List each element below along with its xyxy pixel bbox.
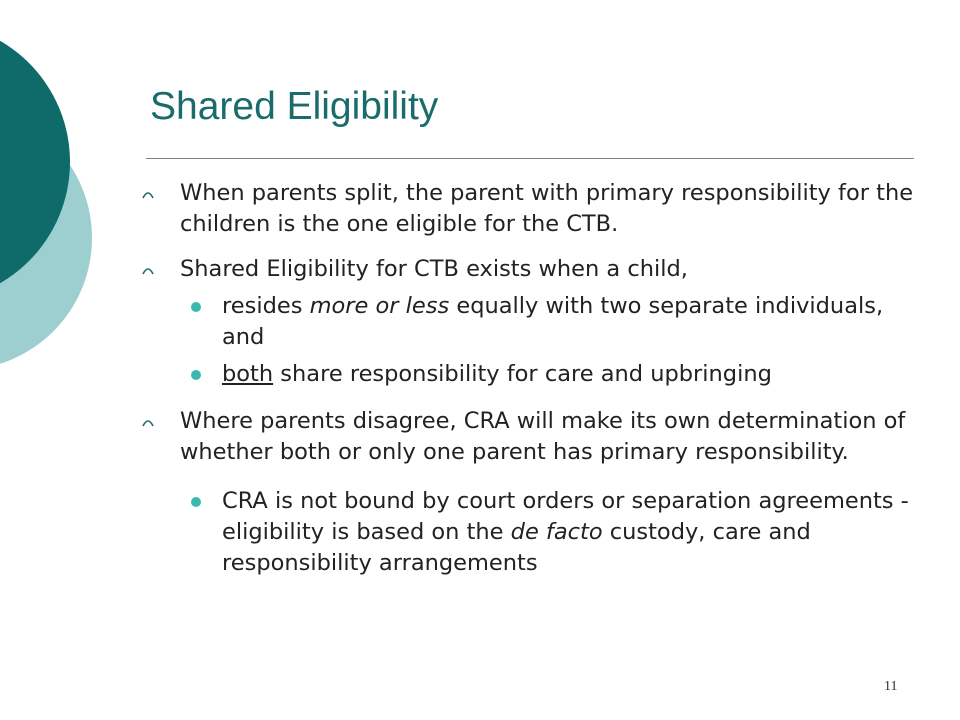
sub-bullet-both-share: [132, 359, 922, 390]
dot-bullet-icon: [191, 370, 201, 380]
bullet-parents-disagree: [132, 406, 922, 468]
sub-bullet-emphasis: de facto: [510, 519, 603, 545]
sub-bullet-cra-not-bound: [132, 486, 922, 579]
bullet-shared-eligibility: [132, 254, 922, 285]
hollow-bullet-icon: [142, 265, 154, 275]
bullet-parents-split: [132, 178, 922, 240]
sub-bullet-text-start: resides: [222, 293, 310, 319]
hollow-bullet-icon: [142, 417, 154, 427]
bullet-text: Shared Eligibility for CTB exists when a child,: [180, 256, 688, 282]
bullet-text: When parents split, the parent with primary responsibility for the children is the one eligible for the CTB.: [180, 180, 914, 237]
slide-title: Shared Eligibility: [150, 85, 439, 128]
sub-bullet-text-end: equally with two separate individuals, and: [222, 293, 884, 350]
sub-bullet-resides: [132, 291, 922, 353]
bullet-text: Where parents disagree, CRA will make its own determination of whether both or only one parent has primary responsibility.: [180, 408, 906, 465]
sub-bullet-emphasis: more or less: [309, 293, 450, 319]
decorative-circles: [0, 0, 120, 400]
sub-bullet-text-start: CRA is not bound by court orders or separation agreements - eligibility is based on the: [222, 488, 909, 545]
dot-bullet-icon: [191, 497, 201, 507]
hollow-bullet-icon: [142, 189, 154, 199]
slide-content: [132, 178, 922, 579]
sub-bullet-underlined: both: [222, 361, 274, 387]
sub-bullet-text-end: custody, care and responsibility arrangements: [222, 519, 811, 576]
page-number: 11: [884, 679, 898, 694]
title-divider: [146, 158, 914, 159]
dot-bullet-icon: [191, 302, 201, 312]
sub-bullet-text-end: share responsibility for care and upbringing: [273, 361, 772, 387]
